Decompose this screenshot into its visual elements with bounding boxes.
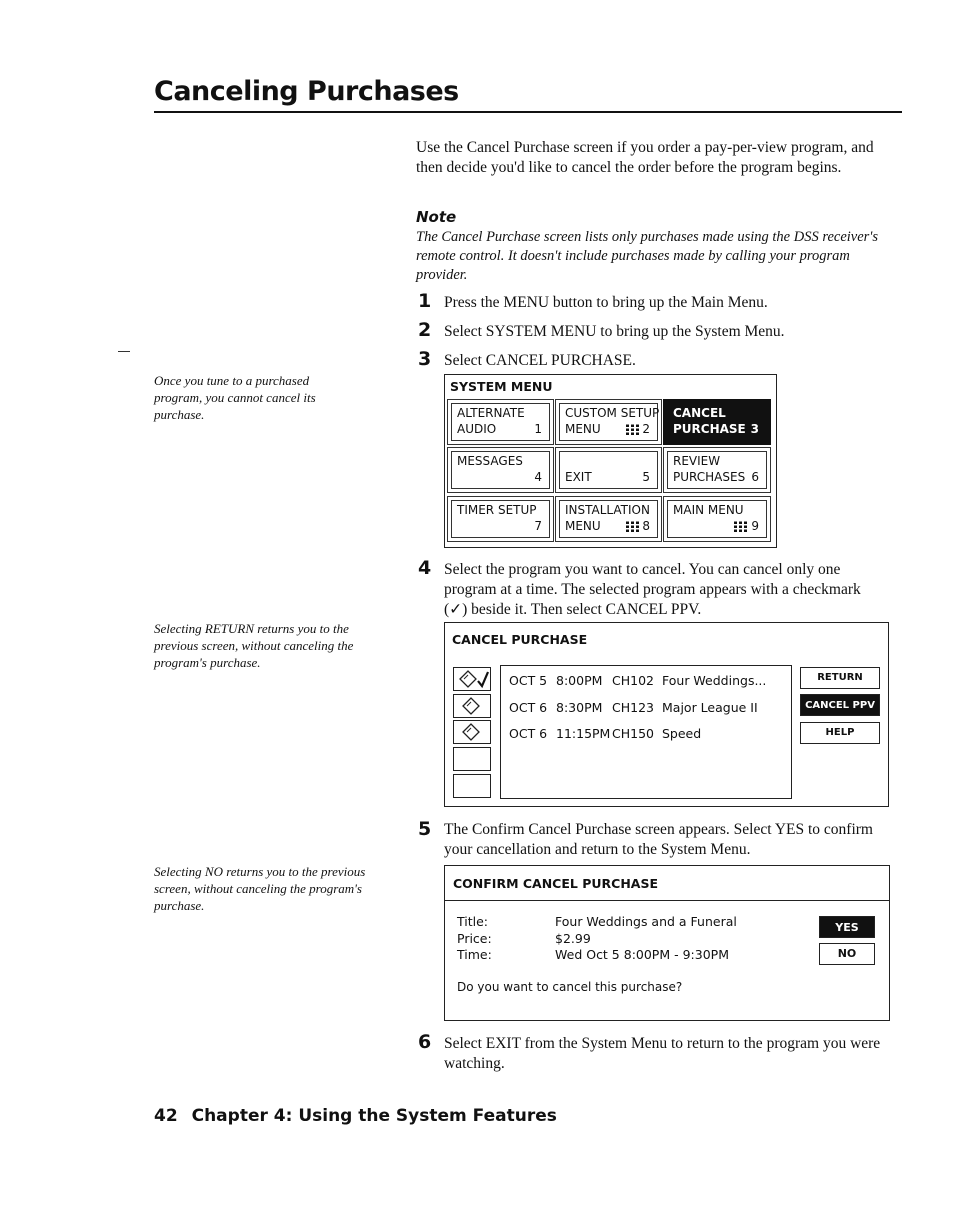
grid-icon: [626, 520, 640, 532]
step-text: Select SYSTEM MENU to bring up the System Menu.: [444, 323, 785, 340]
step-text: Press the MENU button to bring up the Main Menu.: [444, 294, 768, 311]
note-text: The Cancel Purchase screen lists only purchases made using the DSS receiver's remote control. It doesn't include purchases made by calling your program provider.: [416, 229, 879, 283]
sidebar-dash: [118, 351, 130, 352]
return-button[interactable]: RETURN: [800, 667, 880, 689]
screen-title: CANCEL PURCHASE: [452, 632, 588, 647]
confirm-cancel-screen: [444, 865, 890, 1021]
step-number: 3: [418, 348, 432, 370]
step-number: 4: [418, 557, 432, 579]
page-number: 42: [154, 1106, 178, 1126]
help-button[interactable]: HELP: [800, 722, 880, 744]
cancel-ppv-button[interactable]: CANCEL PPV: [800, 694, 880, 716]
title-label: Title:: [457, 914, 488, 929]
step-text: The Confirm Cancel Purchase screen appears. Select YES to confirm your cancellation and return to the System Menu.: [444, 821, 873, 858]
step-number: 2: [418, 319, 432, 341]
step-number: 1: [418, 290, 432, 312]
program-checkbox-empty[interactable]: [453, 747, 491, 771]
step-text: Select EXIT from the System Menu to return to the program you were watching.: [444, 1035, 881, 1072]
ticket-check-icon: [454, 668, 490, 690]
menu-item-custom-setup[interactable]: CUSTOM SETUP MENU 2: [555, 399, 662, 445]
screen-title: CONFIRM CANCEL PURCHASE: [453, 876, 658, 891]
menu-item-messages[interactable]: MESSAGES 4: [447, 447, 554, 493]
menu-item-alternate-audio[interactable]: ALTERNATE AUDIO 1: [447, 399, 554, 445]
menu-item-timer-setup[interactable]: TIMER SETUP 7: [447, 496, 554, 542]
step-number: 5: [418, 818, 432, 840]
program-checkbox[interactable]: [453, 720, 491, 744]
confirm-question: Do you want to cancel this purchase?: [457, 980, 683, 994]
program-checkbox-empty[interactable]: [453, 774, 491, 798]
program-list: [500, 665, 792, 799]
list-item[interactable]: OCT 6 8:30PM CH123 Major League II: [509, 700, 758, 715]
time-value: Wed Oct 5 8:00PM - 9:30PM: [555, 947, 729, 962]
menu-item-main-menu[interactable]: MAIN MENU 9: [663, 496, 771, 542]
list-item[interactable]: OCT 6 11:15PM CH150 Speed: [509, 726, 702, 741]
screen-title: SYSTEM MENU: [450, 379, 553, 394]
sidebar-note-1: Once you tune to a purchased program, you cannot cancel its purchase.: [154, 373, 316, 422]
price-label: Price:: [457, 931, 492, 946]
no-button[interactable]: NO: [819, 943, 875, 965]
step-number: 6: [418, 1031, 432, 1053]
step-text: Select the program you want to cancel. You can cancel only one program at a time. The selected program appears with a checkmark (✓) beside it. Then select CANCEL PPV.: [444, 561, 861, 618]
intro-text: Use the Cancel Purchase screen if you order a pay-per-view program, and then decide you'd like to cancel the order before the program begins.: [416, 139, 874, 176]
yes-button[interactable]: YES: [819, 916, 875, 938]
cancel-purchase-screen: [444, 622, 889, 807]
program-checkbox[interactable]: [453, 694, 491, 718]
sidebar-note-2: Selecting RETURN returns you to the previous screen, without canceling the program's purchase.: [154, 621, 354, 670]
ticket-icon: [454, 695, 490, 717]
chapter-title: Chapter 4: Using the System Features: [191, 1106, 557, 1126]
sidebar-note-3: Selecting NO returns you to the previous screen, without canceling the program's purchase.: [154, 864, 366, 913]
page-title: Canceling Purchases: [154, 76, 459, 107]
list-item[interactable]: OCT 5 8:00PM CH102 Four Weddings...: [509, 673, 767, 688]
title-value: Four Weddings and a Funeral: [555, 914, 737, 929]
system-menu-screen: [444, 374, 777, 548]
divider: [445, 900, 889, 901]
note-heading: Note: [416, 208, 457, 226]
program-checkbox[interactable]: [453, 667, 491, 691]
footer: [154, 1106, 557, 1126]
time-label: Time:: [457, 947, 492, 962]
ticket-icon: [454, 721, 490, 743]
menu-item-review-purchases[interactable]: REVIEW PURCHASES 6: [663, 447, 771, 493]
grid-icon: [734, 520, 748, 532]
grid-icon: [626, 423, 640, 435]
menu-item-cancel-purchase[interactable]: CANCEL PURCHASE 3: [663, 399, 771, 445]
menu-item-installation-menu[interactable]: INSTALLATION MENU 8: [555, 496, 662, 542]
menu-item-exit[interactable]: EXIT 5: [555, 447, 662, 493]
step-text: Select CANCEL PURCHASE.: [444, 352, 636, 369]
title-rule: [154, 111, 902, 113]
price-value: $2.99: [555, 931, 591, 946]
